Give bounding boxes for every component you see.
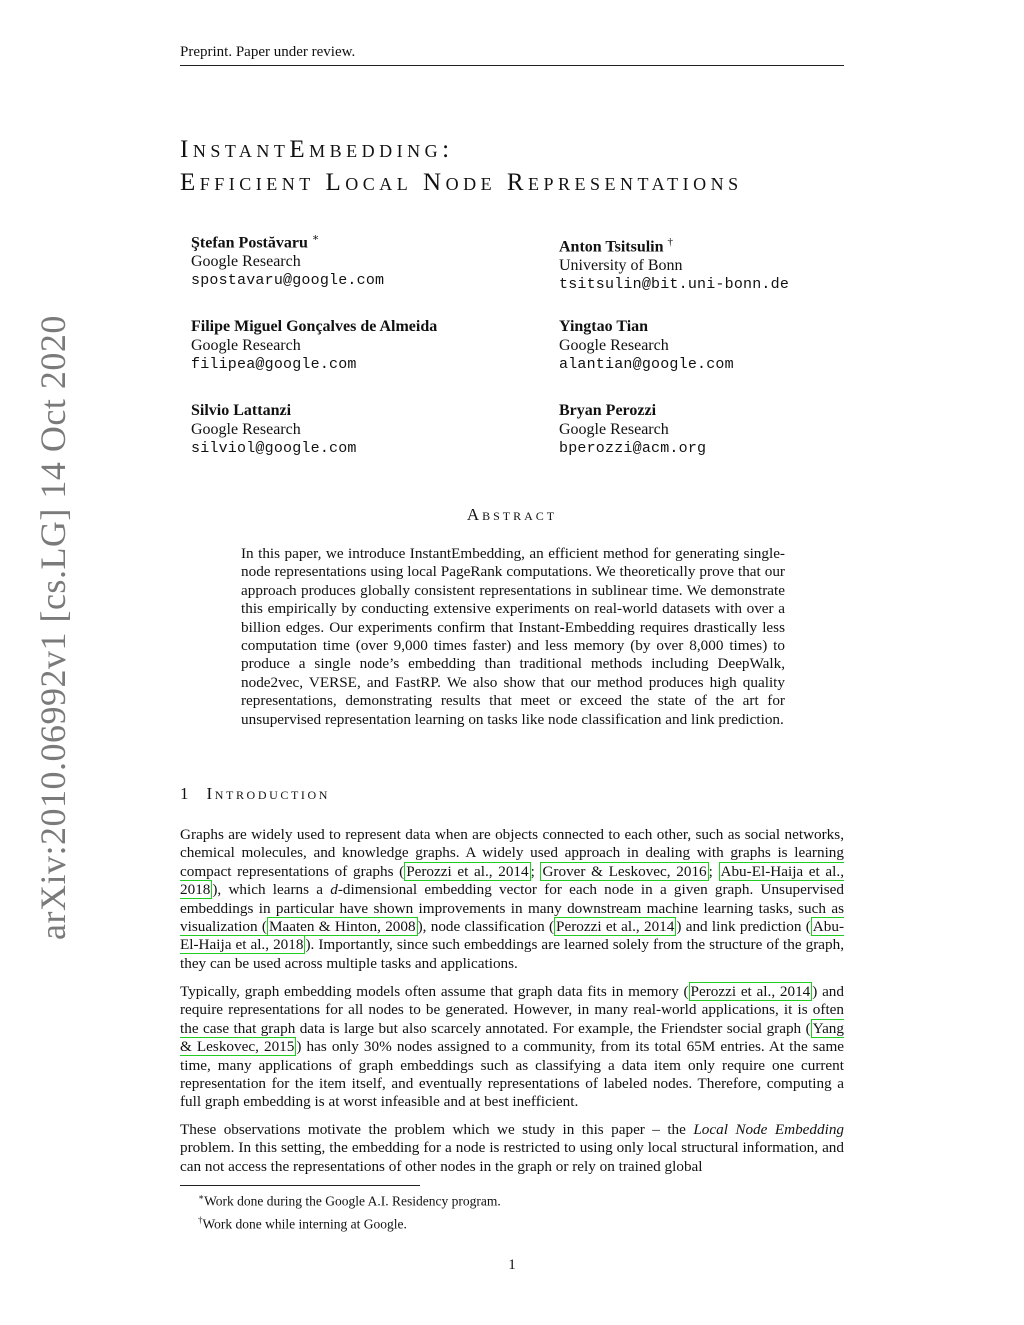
paragraph: Graphs are widely used to represent data when are objects connected to each other, such as social networks, chemical molecules, and knowledge graphs. A widely used approach in dealing with graphs is learning compact representations of graphs ( Perozzi et al., 2014 ; Grover & Leskovec, 2016 ; Abu-El-Haija et al., 2018 ), which learns a d-dimensional embedding vector for each node in a given graph. Unsupervised embeddings in particular have shown improvements in many downstream machine learning tasks, such as visualization ( Maaten & Hinton, 2008 ), node classification ( Perozzi et al., 2014 ) and link prediction ( Abu-El-Haija et al., 2018 ). Importantly, since such embeddings are learned solely from the structure of the graph, they can be used across multiple tasks and applications. [180, 826, 845, 972]
author-email[interactable]: alantian@google.com [559, 356, 734, 373]
author-affiliation: Google Research [191, 253, 301, 271]
author-email[interactable]: silviol@google.com [191, 440, 357, 457]
author-block [559, 317, 734, 374]
citation-link[interactable]: Maaten & Hinton, 2008 [268, 918, 416, 936]
author-email[interactable]: filipea@google.com [191, 356, 357, 373]
author-block [191, 229, 384, 290]
author-block [559, 401, 706, 458]
citation-link[interactable]: Yang & Leskovec, 2015 [180, 1019, 844, 1056]
abstract-heading: Abstract [466, 505, 558, 524]
author-affiliation: Google Research [191, 421, 301, 438]
abstract-text: In this paper, we introduce InstantEmbedding, an efficient method for generating single-node representations using local PageRank computations. We theoretically prove that our approach produces globally consistent representations in sublinear time. We demonstrate this empirically by conducting extensive experiments on real-world datasets with over a billion edges. Our experiments confirm that Instant-Embedding requires drastically less computation time (over 9,000 times faster) and less memory (by over 8,000 times) to produce a single node’s embedding than traditional methods including DeepWalk, node2vec, VERSE, and FastRP. We also show that our method produces high quality representations, demonstrating results that meet or exceed the state of the art for unsupervised representation learning on tasks like node classification and link prediction. [241, 545, 785, 728]
footnote: ∗Work done during the Google A.I. Residency program. [198, 1192, 501, 1209]
paragraph: These observations motivate the problem which we study in this paper – the Local Node Embedding problem. In this setting, the embedding for a node is restricted to using only local structural information, and can not access the representations of other nodes in the graph or rely on trained global [180, 1121, 845, 1175]
citation-link[interactable]: Grover & Leskovec, 2016 [542, 862, 707, 880]
author-affiliation: Google Research [559, 337, 669, 354]
author-name: Silvio Lattanzi [191, 402, 292, 419]
citation-link[interactable]: Perozzi et al., 2014 [406, 862, 529, 880]
author-name: Bryan Perozzi [559, 402, 657, 419]
author-block [191, 317, 437, 374]
footnote: †Work done while interning at Google. [198, 1214, 407, 1231]
paragraph: Typically, graph embedding models often assume that graph data fits in memory ( Perozzi et al., 2014 ) and require representations for all nodes to be generated. However, in many real-world applications, it is often the case that graph data is large but also scarcely annotated. For example, the Friendster social graph ( Yang & Leskovec, 2015 ) has only 30% nodes assigned to a community, from its total 65M entries. At the same time, many applications of graph embeddings such as classifying a data item only require one current representation for the item itself, and eventually representations of labeled nodes. Therefore, computing a full graph embedding is at worst infeasible and at best inefficient. [180, 983, 845, 1111]
author-email[interactable]: spostavaru@google.com [191, 272, 385, 290]
author-block [191, 401, 357, 458]
author-email[interactable]: bperozzi@acm.org [559, 440, 707, 457]
section-heading [180, 784, 330, 804]
author-mark: ∗ [311, 232, 320, 244]
author-email[interactable]: tsitsulin@bit.uni-bonn.de [559, 276, 790, 294]
author-mark: † [667, 236, 674, 248]
page-number: 1 [508, 1257, 516, 1273]
author-affiliation: Google Research [559, 421, 669, 438]
author-affiliation: University of Bonn [559, 257, 683, 275]
citation-link[interactable]: Abu-El-Haija et al., 2018 [180, 918, 845, 954]
footnotes [198, 1188, 501, 1233]
arxiv-stamp: arXiv:2010.06992v1 [cs.LG] 14 Oct 2020 [33, 315, 73, 940]
author-name: Anton Tsitsulin [559, 238, 664, 256]
author-name: Filipe Miguel Gonçalves de Almeida [191, 318, 438, 335]
paper-title [180, 133, 880, 199]
citation-link[interactable]: Perozzi et al., 2014 [690, 983, 811, 1000]
author-name: Ştefan Postăvaru [191, 234, 308, 252]
footnote-divider [180, 1185, 420, 1186]
author-affiliation: Google Research [191, 337, 301, 354]
citation-link[interactable]: Abu-El-Haija et al., 2018 [180, 862, 844, 899]
title-line-1: InstantEmbedding: [180, 136, 454, 163]
citation-link[interactable]: Perozzi et al., 2014 [556, 918, 675, 936]
section-title: Introduction [206, 784, 331, 803]
running-header: Preprint. Paper under review. [180, 44, 844, 66]
author-name: Yingtao Tian [559, 318, 649, 335]
section-number: 1 [180, 784, 189, 803]
author-block [559, 233, 789, 294]
title-line-2: Efficient Local Node Representations [180, 169, 743, 196]
